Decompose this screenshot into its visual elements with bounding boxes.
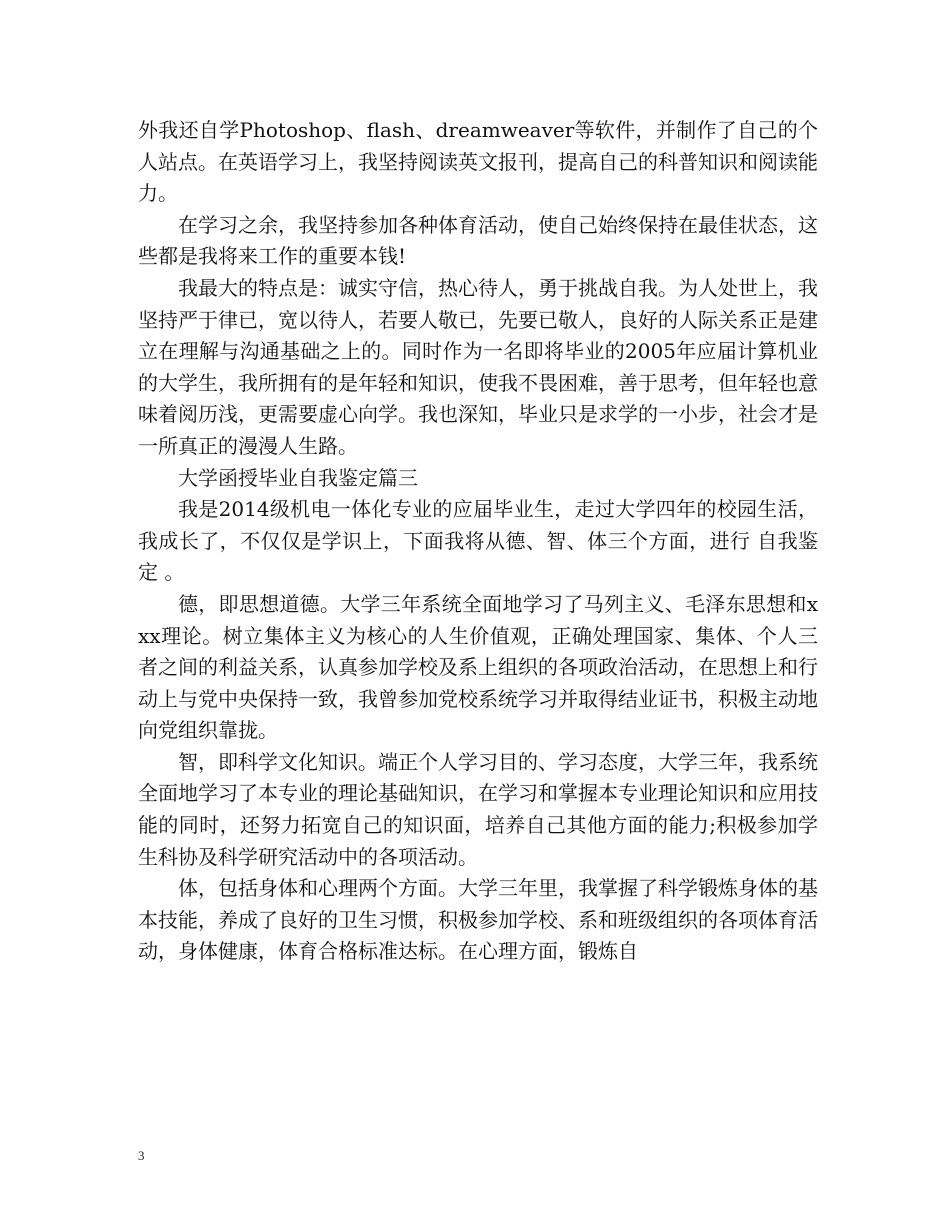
document-body <box>138 115 818 968</box>
paragraph-physical: 体，包括身体和心理两个方面。大学三年里，我掌握了科学锻炼身体的基本技能，养成了良好的卫生习惯，积极参加学校、系和班级组织的各项体育活动，身体健康，体育合格标准达标。在心理方面，锻炼自 <box>138 876 818 964</box>
paragraph-intellect: 智，即科学文化知识。端正个人学习目的、学习态度，大学三年，我系统全面地学习了本专业的理论基础知识，在学习和掌握本专业理论知识和应用技能的同时，还努力拓宽自己的知识面，培养自己其他方面的能力;积极参加学生科协及科学研究活动中的各项活动。 <box>138 749 818 869</box>
paragraph-morality: 德，即思想道德。大学三年系统全面地学习了马列主义、毛泽东思想和xxx理论。树立集体主义为核心的人生价值观，正确处理国家、集体、个人三者之间的利益关系，认真参加学校及系上组织的各项政治活动，在思想上和行动上与党中央保持一致，我曾参加党校系统学习并取得结业证书，积极主动地向党组织靠拢。 <box>138 591 818 743</box>
page-number: 3 <box>138 1148 145 1163</box>
paragraph-sports: 在学习之余，我坚持参加各种体育活动，使自己始终保持在最佳状态，这些都是我将来工作的重要本钱! <box>138 212 818 269</box>
section-heading: 大学函授毕业自我鉴定篇三 <box>178 465 418 490</box>
paragraph-intro: 我是2014级机电一体化专业的应届毕业生，走过大学四年的校园生活，我成长了，不仅仅是学识上，下面我将从德、智、体三个方面，进行 自我鉴定 。 <box>138 497 818 585</box>
paragraph-continuation: 外我还自学Photoshop、flash、dreamweaver等软件，并制作了自己的个人站点。在英语学习上，我坚持阅读英文报刊，提高自己的科普知识和阅读能力。 <box>138 118 818 206</box>
paragraph-characteristics: 我最大的特点是：诚实守信，热心待人，勇于挑战自我。为人处世上，我坚持严于律已，宽以待人，若要人敬已，先要已敬人，良好的人际关系正是建立在理解与沟通基础之上的。同时作为一名即将毕业的2005年应届计算机业的大学生，我所拥有的是年轻和知识，使我不畏困难，善于思考，但年轻也意味着阅历浅，更需要虚心向学。我也深知，毕业只是求学的一小步，社会才是一所真正的漫漫人生路。 <box>138 275 818 458</box>
